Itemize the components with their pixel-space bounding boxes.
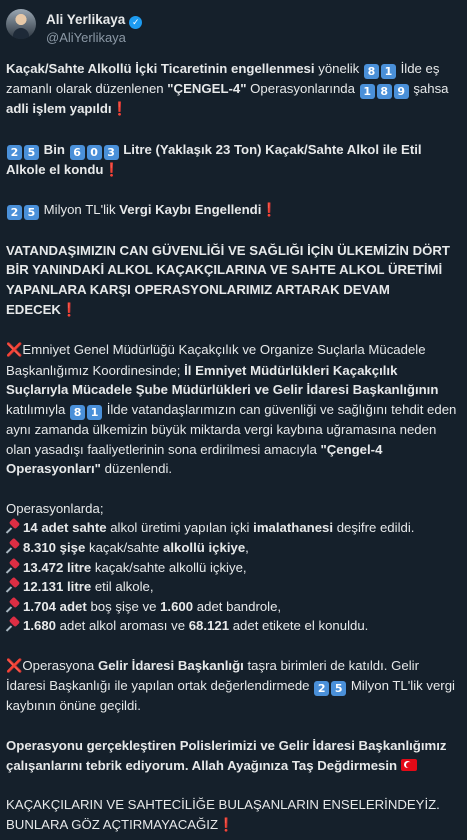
paragraph-tax bbox=[6, 200, 462, 221]
bold-text: alkollü içkiye bbox=[163, 539, 246, 555]
list-intro: Operasyonlarda; bbox=[6, 500, 104, 516]
keycap-digit-icon: 1 bbox=[381, 64, 396, 79]
avatar[interactable] bbox=[6, 9, 36, 39]
keycap-digit-icon: 8 bbox=[364, 64, 379, 79]
text: taşra birimleri de katıldı. Gelir İdaresi Başkanlığı ile yapılan ortak değerlendirmede bbox=[6, 657, 419, 694]
keycap-digit-icon: 3 bbox=[104, 145, 119, 160]
text: İlde vatandaşlarımızın can güvenliği ve sağlığını tehdit eden aynı zamanda ülkemizin büyük miktarda vergi kaybına uğramasına neden olan yasadışı faaliyetlerinin sona erdirilmesi amacıyla bbox=[6, 401, 457, 457]
cross-mark-icon: ❌ bbox=[6, 658, 23, 674]
text: Emniyet Genel Müdürlüğü Kaçakçılık ve Organize Suçlarla Mücadele Başkanlığımız Koordinesinde; bbox=[6, 342, 426, 378]
bold-text: 13.472 litre bbox=[23, 559, 92, 575]
bold-text: Vergi Kaybı Engellendi bbox=[119, 202, 262, 218]
turkey-flag-icon bbox=[401, 759, 417, 771]
list-item bbox=[6, 616, 462, 636]
bold-text: 8.310 şişe bbox=[23, 539, 86, 555]
pushpin-icon bbox=[6, 520, 20, 534]
paragraph-revenue bbox=[6, 656, 462, 716]
keycap-digit-icon: 1 bbox=[87, 405, 102, 420]
author-handle[interactable]: @AliYerlikaya bbox=[46, 30, 126, 45]
text: Operasyona bbox=[22, 657, 98, 673]
exclamation-icon: ❗ bbox=[60, 302, 78, 318]
keycap-digit-icon: 2 bbox=[7, 145, 22, 160]
list-item bbox=[6, 538, 462, 558]
text: adet etikete el konuldu. bbox=[229, 618, 369, 634]
text: deşifre edildi. bbox=[333, 520, 415, 536]
list-item bbox=[6, 577, 462, 597]
paragraph-intro bbox=[6, 59, 462, 120]
text: Milyon TL'lik vergi kaybının önüne geçildi. bbox=[6, 678, 455, 714]
text: , bbox=[245, 539, 249, 555]
pushpin-icon bbox=[6, 540, 20, 554]
bold-text: Kaçak/Sahte Alkollü İçki Ticaretinin engellenmesi bbox=[6, 61, 315, 76]
text: KAÇAKÇILARIN VE SAHTECİLİĞE BULAŞANLARIN ENSELERİNDEYİZ. BUNLARA GÖZ AÇTIRMAYACAĞIZ bbox=[6, 797, 440, 832]
keycap-digit-icon: 2 bbox=[7, 205, 22, 220]
text: kaçak/sahte alkollü içkiye, bbox=[91, 559, 247, 575]
paragraph-closing bbox=[6, 795, 462, 835]
bold-text: imalathanesi bbox=[253, 520, 334, 536]
cross-mark-icon: ❌ bbox=[6, 343, 23, 359]
bold-text: 14 adet sahte bbox=[23, 520, 107, 536]
keycap-digit-icon: 5 bbox=[331, 681, 346, 696]
text: Operasyonlarında bbox=[246, 81, 359, 96]
pushpin-icon bbox=[6, 579, 20, 593]
keycap-digit-icon: 8 bbox=[70, 405, 85, 420]
bold-text: "Çengel-4 Operasyonları" bbox=[6, 441, 383, 477]
tweet-text bbox=[6, 59, 462, 835]
text: İlde eş zamanlı olarak düzenlenen bbox=[6, 61, 440, 96]
text: kaçak/sahte bbox=[85, 539, 164, 555]
text: boş şişe ve bbox=[86, 598, 161, 614]
exclamation-icon: ❗ bbox=[218, 817, 235, 833]
paragraph-coordination bbox=[6, 340, 462, 479]
text: etil alkole, bbox=[91, 579, 154, 595]
author-name[interactable] bbox=[46, 10, 142, 30]
tweet-header bbox=[0, 0, 467, 52]
paragraph-caps bbox=[6, 241, 462, 320]
text: düzenlendi. bbox=[100, 461, 173, 477]
keycap-digit-icon: 0 bbox=[87, 145, 102, 160]
pushpin-icon bbox=[6, 599, 20, 613]
text: adet bandrole, bbox=[193, 598, 282, 614]
keycap-digit-icon: 9 bbox=[394, 84, 409, 99]
text: adet alkol aroması ve bbox=[56, 618, 189, 634]
keycap-digit-icon: 8 bbox=[377, 84, 392, 99]
exclamation-icon: ❗ bbox=[261, 203, 278, 219]
list-item bbox=[6, 518, 462, 538]
bold-text: 1.680 bbox=[23, 618, 57, 634]
keycap-digit-icon: 1 bbox=[360, 84, 375, 99]
bold-text: 1.600 bbox=[160, 598, 194, 614]
exclamation-icon: ❗ bbox=[111, 102, 128, 117]
verified-badge-icon: ✓ bbox=[129, 16, 142, 29]
bold-text: Bin bbox=[40, 141, 69, 157]
keycap-digit-icon: 6 bbox=[70, 145, 85, 160]
bold-text: Gelir İdaresi Başkanlığı bbox=[97, 657, 244, 673]
paragraph-congrats bbox=[6, 736, 462, 775]
text: şahsa bbox=[409, 81, 449, 96]
bold-text: Litre (Yaklaşık 23 Ton) Kaçak/Sahte Alkol ile Etil Alkole el kondu bbox=[6, 141, 422, 177]
exclamation-icon: ❗ bbox=[103, 162, 120, 178]
bold-text: İl Emniyet Müdürlükleri Kaçakçılık Suçlarıyla Mücadele Şube Müdürlükleri ve Gelir İdaresi Başkanlığının bbox=[6, 362, 439, 398]
pushpin-icon bbox=[6, 618, 20, 632]
list-item bbox=[6, 558, 462, 578]
text: alkol üretimi yapılan içki bbox=[106, 520, 254, 536]
keycap-digit-icon: 2 bbox=[314, 681, 329, 696]
bold-text: "ÇENGEL-4" bbox=[167, 81, 247, 96]
text: Milyon TL'lik bbox=[40, 202, 120, 218]
keycap-digit-icon: 5 bbox=[24, 205, 39, 220]
paragraph-seized bbox=[6, 140, 462, 181]
bold-text: 68.121 bbox=[188, 618, 230, 634]
text: yönelik bbox=[314, 61, 363, 76]
bold-text: Operasyonu gerçekleştiren Polislerimizi ve Gelir İdaresi Başkanlığımız çalışanlarını tebrik ediyorum. Allah Ayağınıza Taş Değdirmesin bbox=[6, 738, 447, 773]
operations-list bbox=[6, 499, 462, 636]
bold-text: VATANDAŞIMIZIN CAN GÜVENLİĞİ VE SAĞLIĞI İÇİN ÜLKEMİZİN DÖRT BİR YANINDAKİ ALKOL KAÇAKÇILARINA VE SAHTE ALKOL ÜRETİMİ YAPANLARA KARŞI OPERASYONLARIMIZ ARTARAK DEVAM EDECEK bbox=[6, 242, 450, 317]
author-name-text[interactable]: Ali Yerlikaya bbox=[46, 12, 126, 27]
bold-text: 1.704 adet bbox=[23, 598, 87, 614]
bold-text: 12.131 litre bbox=[23, 579, 92, 595]
bold-text: adli işlem yapıldı bbox=[6, 101, 112, 116]
text: katılımıyla bbox=[6, 401, 70, 417]
keycap-digit-icon: 5 bbox=[24, 145, 39, 160]
list-item bbox=[6, 597, 462, 617]
pushpin-icon bbox=[6, 560, 20, 574]
